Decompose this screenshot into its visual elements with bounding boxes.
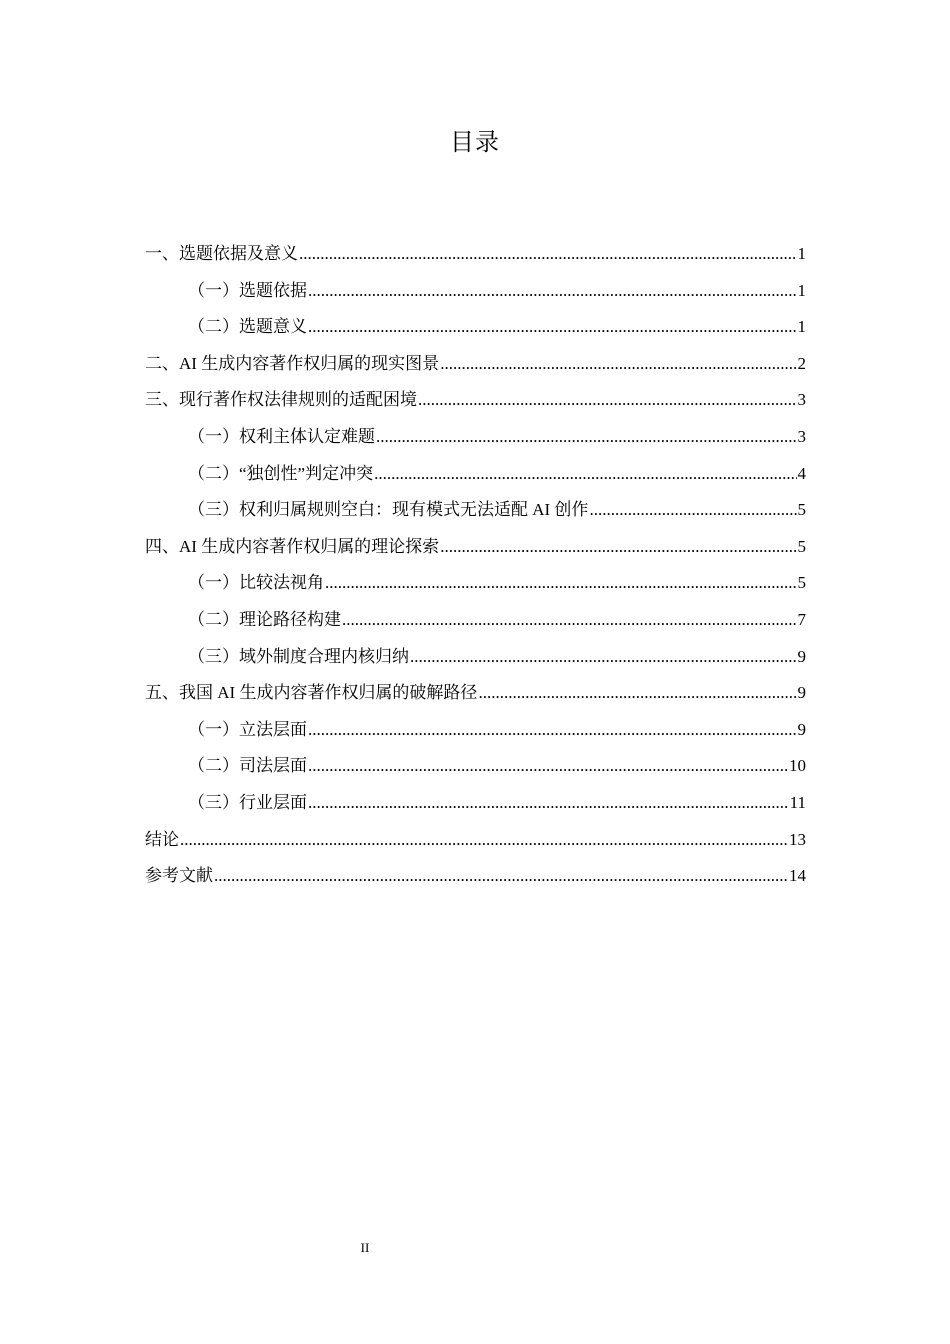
toc-entry[interactable] — [145, 639, 806, 676]
toc-dot-leader — [308, 748, 788, 785]
toc-entry[interactable] — [145, 346, 806, 383]
toc-entry[interactable] — [145, 602, 806, 639]
toc-page-number: 5 — [797, 500, 806, 520]
toc-page-number: 9 — [797, 646, 806, 666]
toc-dot-leader — [308, 785, 789, 822]
toc-dot-leader — [180, 822, 788, 859]
toc-page-number: 1 — [797, 244, 806, 263]
toc-page-number: 11 — [789, 792, 806, 812]
toc-page-number: 9 — [797, 683, 806, 703]
table-of-contents — [145, 236, 806, 895]
toc-entry[interactable] — [145, 492, 806, 529]
toc-dot-leader — [308, 309, 797, 346]
toc-page-number: 9 — [797, 719, 806, 739]
toc-entry-label: （二）理论路径构建 — [188, 609, 341, 629]
toc-entry-label: （一）选题依据 — [188, 280, 307, 300]
toc-dot-leader — [214, 858, 788, 895]
toc-page-number: 2 — [797, 353, 806, 373]
toc-dot-leader — [342, 602, 797, 639]
toc-entry[interactable] — [145, 529, 806, 566]
toc-entry[interactable] — [145, 456, 806, 493]
page-number-footer: II — [360, 1240, 370, 1255]
toc-page-number: 1 — [797, 280, 806, 300]
toc-entry-label: 二、AI 生成内容著作权归属的现实图景 — [145, 353, 440, 373]
toc-entry-label: （三）域外制度合理内核归纳 — [188, 646, 409, 666]
toc-entry-label: 一、选题依据及意义 — [145, 244, 298, 263]
toc-entry[interactable] — [145, 419, 806, 456]
toc-dot-leader — [478, 675, 796, 712]
toc-entry-label: （二）选题意义 — [188, 317, 307, 337]
toc-page-number: 3 — [797, 426, 806, 446]
toc-entry-label: （一）权利主体认定难题 — [188, 426, 375, 446]
toc-entry-label: （一）比较法视角 — [188, 573, 324, 593]
toc-entry[interactable] — [145, 273, 806, 310]
toc-dot-leader — [589, 492, 796, 529]
toc-entry-label: （一）立法层面 — [188, 719, 307, 739]
toc-entry[interactable] — [145, 309, 806, 346]
toc-dot-leader — [440, 529, 796, 566]
page-title: 目录 — [450, 128, 500, 156]
toc-entry-label: （三）权利归属规则空白：现有模式无法适配 AI 创作 — [188, 500, 589, 520]
toc-entry-label: 参考文献 — [145, 866, 213, 886]
toc-entry[interactable] — [145, 236, 806, 273]
toc-entry[interactable] — [145, 748, 806, 785]
toc-entry-label: （二）“独创性”判定冲突 — [188, 463, 374, 483]
toc-page-number: 4 — [797, 463, 806, 483]
toc-page-number: 10 — [789, 756, 806, 776]
toc-entry-label: 三、现行著作权法律规则的适配困境 — [145, 390, 417, 410]
toc-entry[interactable] — [145, 382, 806, 419]
toc-page-number: 5 — [797, 536, 806, 556]
toc-page-number: 13 — [789, 829, 806, 849]
toc-dot-leader — [376, 419, 797, 456]
toc-page-number: 1 — [797, 317, 806, 337]
toc-dot-leader — [299, 236, 797, 273]
toc-entry-label: （三）行业层面 — [188, 792, 307, 812]
toc-entry-label: 结论 — [145, 829, 179, 849]
toc-entry[interactable] — [145, 858, 806, 895]
toc-entry-label: 五、我国 AI 生成内容著作权归属的破解路径 — [145, 683, 478, 703]
toc-dot-leader — [325, 565, 797, 602]
toc-entry[interactable] — [145, 822, 806, 859]
toc-dot-leader — [418, 382, 797, 419]
toc-entry[interactable] — [145, 712, 806, 749]
toc-entry[interactable] — [145, 785, 806, 822]
toc-page-number: 5 — [797, 573, 806, 593]
toc-dot-leader — [440, 346, 796, 383]
toc-dot-leader — [374, 456, 796, 493]
toc-entry[interactable] — [145, 565, 806, 602]
toc-page-number: 14 — [789, 866, 806, 886]
toc-dot-leader — [308, 273, 797, 310]
toc-entry[interactable] — [145, 675, 806, 712]
toc-page-number: 3 — [797, 390, 806, 410]
toc-dot-leader — [308, 712, 797, 749]
toc-entry-label: 四、AI 生成内容著作权归属的理论探索 — [145, 536, 440, 556]
toc-entry-label: （二）司法层面 — [188, 756, 307, 776]
toc-dot-leader — [410, 639, 797, 676]
toc-page-number: 7 — [797, 609, 806, 629]
